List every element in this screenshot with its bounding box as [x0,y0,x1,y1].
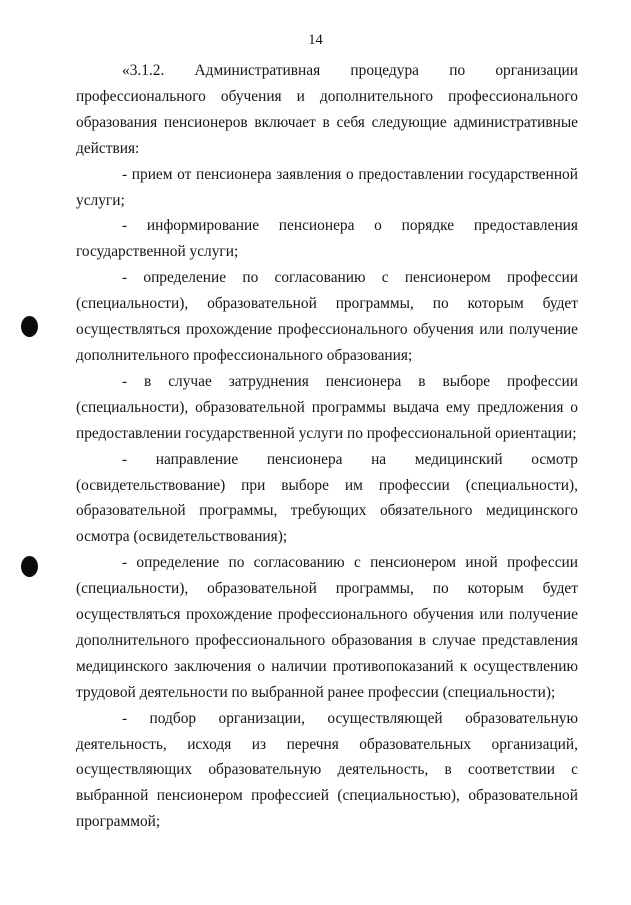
punch-hole-mark [21,556,38,577]
list-item-alternative-profession: - определение по согласованию с пенсионером иной профессии (специальности), образовательной программы, по которым будет осуществляться прохождение профессионального обучения или получение дополнительного профессионального образования в случае представления медицинского заключения о наличии противопоказаний к осуществлению трудовой деятельности по выбранной ранее профессии (специальности); [76,554,578,701]
paragraph-intro: «3.1.2. Административная процедура по организации профессионального обучения и дополнительного профессионального образования пенсионеров включает в себя следующие административные действия: [76,62,578,157]
document-body [76,58,578,835]
list-item-profession-selection: - определение по согласованию с пенсионером профессии (специальности), образовательной программы, по которым будет осуществляться прохождение профессионального обучения или получение дополнительного профессионального образования; [76,269,578,364]
list-item-application: - прием от пенсионера заявления о предоставлении государственной услуги; [76,165,578,209]
list-item-medical-exam: - направление пенсионера на медицинский осмотр (освидетельствование) при выборе им профессии (специальности), образовательной программы, требующих обязательного медицинского осмотра (освидетельствования); [76,450,578,546]
list-item-informing: - информирование пенсионера о порядке предоставления государственной услуги; [76,217,578,261]
list-item-career-guidance: - в случае затруднения пенсионера в выборе профессии (специальности), образовательной программы выдача ему предложения о предоставлении государственной услуги по профессиональной ориентации; [76,372,578,442]
list-item-organization-selection: - подбор организации, осуществляющей образовательную деятельность, исходя из перечня образовательных организаций, осуществляющих образовательную деятельность, в соответствии с выбранной пенсионером профессией (специальностью), образовательной программой; [76,709,578,831]
punch-hole-mark [21,316,38,337]
page-number: 14 [308,32,323,48]
